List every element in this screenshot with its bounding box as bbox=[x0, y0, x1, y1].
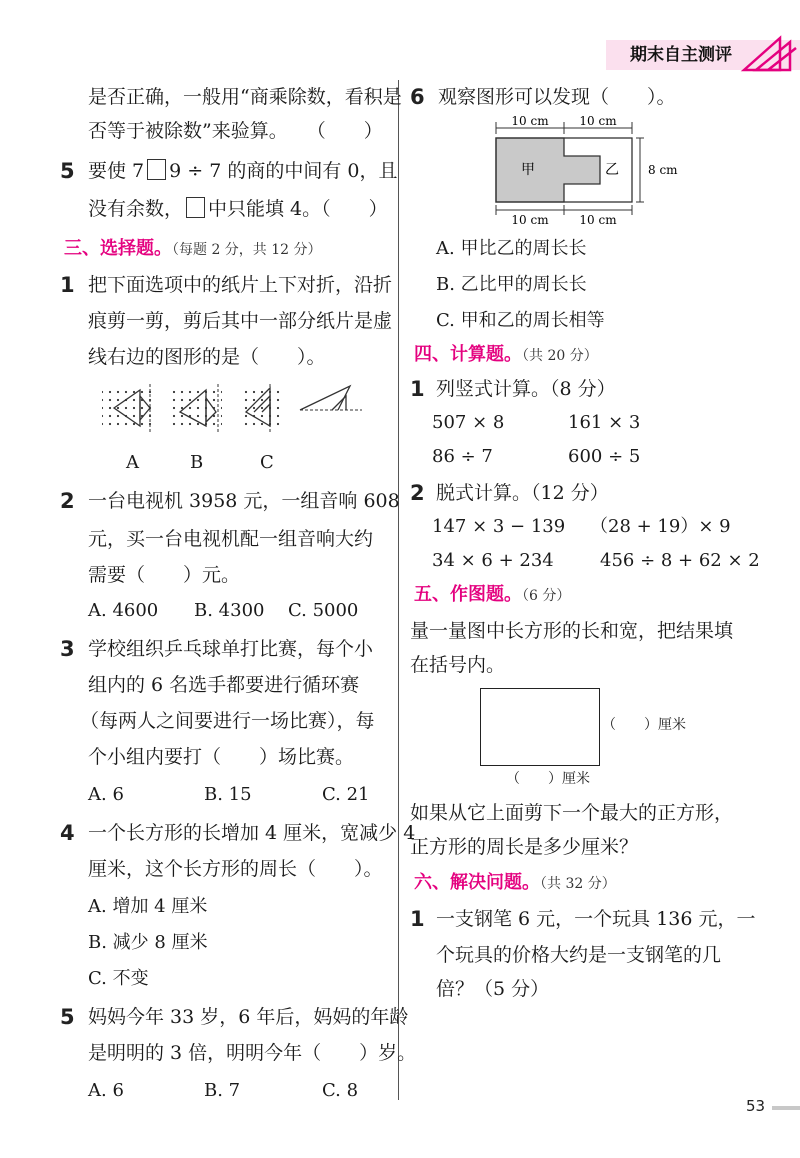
folding-options-figure bbox=[100, 382, 370, 442]
width-answer-label[interactable]: （ ）厘米 bbox=[506, 771, 590, 787]
section-title: 六、解决问题。 bbox=[414, 872, 540, 893]
option-label: A bbox=[126, 452, 139, 473]
option-a-figure bbox=[102, 384, 152, 432]
text-part: 要使 7 bbox=[88, 160, 145, 182]
calc-item: 456 ÷ 8 + 62 × 2 bbox=[600, 550, 760, 571]
option[interactable]: A. 4600 bbox=[88, 600, 159, 621]
text-line: 正方形的周长是多少厘米？ bbox=[410, 836, 639, 858]
option[interactable]: B. 4300 bbox=[194, 600, 265, 621]
text-line: 痕剪一剪，剪后其中一部分纸片是虚 bbox=[88, 310, 393, 332]
option-label: B bbox=[190, 452, 204, 473]
page-header-title: 期末自主测评 bbox=[630, 45, 732, 65]
section-title: 三、选择题。 bbox=[64, 238, 172, 259]
blank-box[interactable] bbox=[147, 159, 166, 180]
measure-rectangle bbox=[480, 688, 600, 766]
page-bar bbox=[772, 1106, 800, 1110]
calc-item: 161 × 3 bbox=[568, 412, 641, 433]
section-note: （共 32 分） bbox=[540, 876, 616, 892]
text-line: 量一量图中长方形的长和宽，把结果填 bbox=[410, 620, 734, 642]
triangle-ruler-icon bbox=[740, 34, 800, 74]
calc-item: 86 ÷ 7 bbox=[432, 446, 493, 467]
dim-bottom-right: 10 cm bbox=[579, 213, 617, 227]
option[interactable]: A. 6 bbox=[88, 784, 124, 805]
text-line: 需要（ ）元。 bbox=[88, 564, 241, 586]
text-part: 9 ÷ 7 的商的中间有 0，且 bbox=[169, 160, 398, 182]
height-answer-label[interactable]: （ ）厘米 bbox=[602, 717, 686, 733]
shape-jia bbox=[496, 138, 600, 202]
label-jia: 甲 bbox=[521, 162, 535, 178]
option[interactable]: A. 甲比乙的周长长 bbox=[436, 238, 587, 259]
text-line: 个小组内要打（ ）场比赛。 bbox=[88, 746, 355, 768]
calc-item: 147 × 3 − 139 bbox=[432, 516, 566, 537]
question-number: 1 bbox=[410, 907, 425, 931]
option[interactable]: B. 15 bbox=[204, 784, 252, 805]
text-line: 线右边的图形的是（ ）。 bbox=[88, 346, 326, 368]
question-number: 5 bbox=[60, 159, 75, 183]
text-line: 一支钢笔 6 元，一个玩具 136 元，一 bbox=[436, 908, 756, 930]
label-yi: 乙 bbox=[605, 162, 619, 178]
dim-bottom-left: 10 cm bbox=[511, 213, 549, 227]
text-line: 元，买一台电视机配一组音响大约 bbox=[88, 528, 374, 550]
calc-item: 34 × 6 + 234 bbox=[432, 550, 554, 571]
question-number: 2 bbox=[410, 481, 425, 505]
option-c-figure bbox=[242, 384, 282, 432]
text-line: 是明明的 3 倍，明明今年（ ）岁。 bbox=[88, 1042, 417, 1064]
option[interactable]: B. 乙比甲的周长长 bbox=[436, 274, 587, 295]
section-title: 四、计算题。 bbox=[414, 344, 522, 365]
question-text bbox=[88, 196, 388, 222]
text-line: 列竖式计算。（8 分） bbox=[436, 378, 616, 400]
question-number: 1 bbox=[60, 273, 75, 297]
calc-item: 600 ÷ 5 bbox=[568, 446, 641, 467]
dim-top-left: 10 cm bbox=[511, 114, 549, 128]
question-number: 4 bbox=[60, 821, 75, 845]
text-line: 学校组织乒乓球单打比赛，每个小 bbox=[88, 638, 374, 660]
text-line: 是否正确，一般用“商乘除数，看积是 bbox=[88, 86, 402, 108]
section-heading bbox=[414, 342, 598, 369]
text-line: 脱式计算。（12 分） bbox=[436, 482, 609, 504]
option[interactable]: C. 不变 bbox=[88, 968, 149, 989]
text-line: 在括号内。 bbox=[410, 654, 506, 676]
section-heading bbox=[64, 236, 322, 263]
option-label: C bbox=[260, 452, 274, 473]
text-part: 中只能填 4。（ ） bbox=[208, 198, 388, 220]
option[interactable]: B. 7 bbox=[204, 1080, 241, 1101]
question-number: 5 bbox=[60, 1005, 75, 1029]
calc-item: 507 × 8 bbox=[432, 412, 505, 433]
option[interactable]: C. 8 bbox=[322, 1080, 359, 1101]
perimeter-figure bbox=[484, 112, 704, 228]
option[interactable]: C. 5000 bbox=[288, 600, 359, 621]
question-number: 1 bbox=[410, 377, 425, 401]
text-line: 厘米，这个长方形的周长（ ）。 bbox=[88, 858, 383, 880]
option[interactable]: C. 21 bbox=[322, 784, 370, 805]
question-text bbox=[88, 158, 397, 184]
text-line: 如果从它上面剪下一个最大的正方形， bbox=[410, 802, 734, 824]
dim-side: 8 cm bbox=[648, 163, 678, 177]
text-line: （每两人之间要进行一场比赛），每 bbox=[80, 710, 375, 732]
blank-box[interactable] bbox=[186, 197, 205, 218]
option[interactable]: A. 6 bbox=[88, 1080, 124, 1101]
section-note: （每题 2 分，共 12 分） bbox=[172, 242, 322, 258]
text-line: 观察图形可以发现（ ）。 bbox=[438, 86, 676, 108]
page-number: 53 bbox=[746, 1097, 766, 1115]
text-line: 倍？（5 分） bbox=[436, 978, 550, 1000]
calc-item: （28 + 19）× 9 bbox=[590, 516, 731, 537]
option[interactable]: A. 增加 4 厘米 bbox=[88, 896, 208, 917]
text-line: 组内的 6 名选手都要进行循环赛 bbox=[88, 674, 360, 696]
text-line: 一个长方形的长增加 4 厘米，宽减少 4 bbox=[88, 822, 416, 844]
question-number: 2 bbox=[60, 489, 75, 513]
section-note: （6 分） bbox=[522, 588, 571, 604]
section-heading bbox=[414, 582, 570, 609]
option-b-figure bbox=[172, 384, 222, 432]
text-line: 否等于被除数”来验算。 （ ） bbox=[88, 120, 383, 142]
section-title: 五、作图题。 bbox=[414, 584, 522, 605]
text-line: 妈妈今年 33 岁，6 年后，妈妈的年龄 bbox=[88, 1006, 409, 1028]
question-number: 6 bbox=[410, 85, 425, 109]
option[interactable]: B. 减少 8 厘米 bbox=[88, 932, 208, 953]
column-divider bbox=[398, 80, 399, 1100]
dim-top-right: 10 cm bbox=[579, 114, 617, 128]
option[interactable]: C. 甲和乙的周长相等 bbox=[436, 310, 605, 331]
section-note: （共 20 分） bbox=[522, 348, 598, 364]
question-number: 3 bbox=[60, 637, 75, 661]
section-heading bbox=[414, 870, 616, 897]
text-part: 没有余数， bbox=[88, 198, 184, 220]
reference-figure bbox=[300, 386, 362, 410]
text-line: 一台电视机 3958 元，一组音响 608 bbox=[88, 490, 400, 512]
text-line: 个玩具的价格大约是一支钢笔的几 bbox=[436, 944, 722, 966]
text-line: 把下面选项中的纸片上下对折，沿折 bbox=[88, 274, 393, 296]
